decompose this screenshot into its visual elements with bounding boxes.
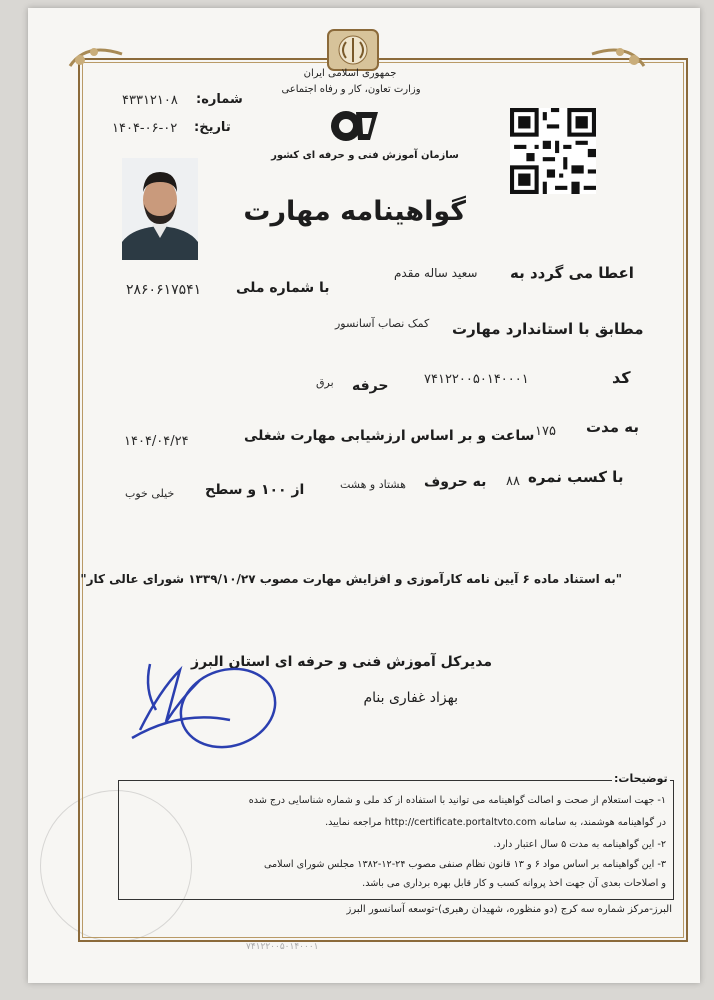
notes-line2-text: در گواهینامه هوشمند، به سامانه [539,817,666,828]
exam-date: ۱۴۰۴/۰۴/۲۴ [124,434,189,449]
notes-line1: ۱- جهت استعلام از صحت و اصالت گواهینامه می توانید با استفاده از کد ملی و شماره شناسایی درج شده [248,795,666,806]
bottom-code: ۷۴۱۲۲۰۰۵۰۱۴۰۰۰۱ [246,942,319,952]
qr-code [510,108,596,194]
standard-label: مطابق با استاندارد مهارت [452,320,644,338]
trade-value: برق [316,376,334,389]
signatory-title: مدیرکل آموزش فنی و حرفه ای استان البرز [191,654,492,670]
date-value: ۱۴۰۴-۰۶-۰۲ [112,121,178,136]
footer-address: البرز-مرکز شماره سه کرج (دو منظوره، شهیدان رهبری)-توسعه آسانسور البرز [346,904,672,915]
ministry-line2: وزارت تعاون، کار و رفاه اجتماعی [281,84,421,95]
trade-label: حرفه [352,378,389,394]
standard-value: کمک نصاب آسانسور [335,317,430,330]
regulation-text: "به استناد ماده ۶ آیین نامه کارآموزی و افزایش مهارت مصوب ۱۳۳۹/۱۰/۲۷ شورای عالی کار" [80,572,622,586]
score-value: ۸۸ [506,474,520,489]
certificate-url: http://certificate.portaltvto.com [384,817,537,828]
signature-mark [120,650,300,760]
duration-label: به مدت [586,418,639,436]
holder-name: سعید ساله مقدم [394,266,478,280]
issued-label: اعطا می گردد به [510,264,634,282]
ornament-left-icon [66,36,126,76]
emblem-icon [326,28,380,72]
duration-value: ۱۷۵ [535,424,556,439]
hours-label: ساعت و بر اساس ارزشیابی مهارت شغلی [244,428,535,444]
number-value: ۴۳۳۱۲۱۰۸ [122,93,178,108]
org-name: سازمان آموزش فنی و حرفه ای کشور [271,150,459,161]
score-label: با کسب نمره [528,468,624,486]
holder-photo [122,158,198,260]
signatory-name: بهزاد غفاری بنام [363,690,458,706]
notes-heading: توضیحات: [614,772,668,785]
letters-label: به حروف [424,474,487,490]
notes-line2-end: مراجعه نمایید. [325,817,382,828]
level-value: خیلی خوب [125,487,175,500]
level-label: از ۱۰۰ و سطح [205,482,305,498]
notes-line4: ۳- این گواهینامه بر اساس مواد ۶ و ۱۳ قانون نظام صنفی مصوب ۲۴-۱۲-۱۳۸۲ مجلس شورای اسلامی [264,859,666,870]
notes-line3: ۲- این گواهینامه به مدت ۵ سال اعتبار دارد. [493,839,666,850]
ornament-right-icon [588,36,648,76]
code-value: ۷۴۱۲۲۰۰۵۰۱۴۰۰۰۱ [424,372,529,387]
notes-line2 [126,817,666,828]
letters-value: هشتاد و هشت [340,478,406,491]
code-label: کد [612,368,631,387]
number-label: شماره: [196,92,243,107]
national-id-value: ۲۸۶۰۶۱۷۵۴۱ [126,282,202,298]
notes-line5: و اصلاحات بعدی آن جهت اخذ پروانه کسب و کار قابل بهره برداری می باشد. [362,878,666,889]
national-id-label: با شماره ملی [236,280,330,296]
date-label: تاریخ: [194,120,231,135]
ministry-line1: جمهوری اسلامی ایران [303,68,397,79]
certificate-title: گواهینامه مهارت [243,196,466,227]
tvto-logo-icon [326,104,382,148]
